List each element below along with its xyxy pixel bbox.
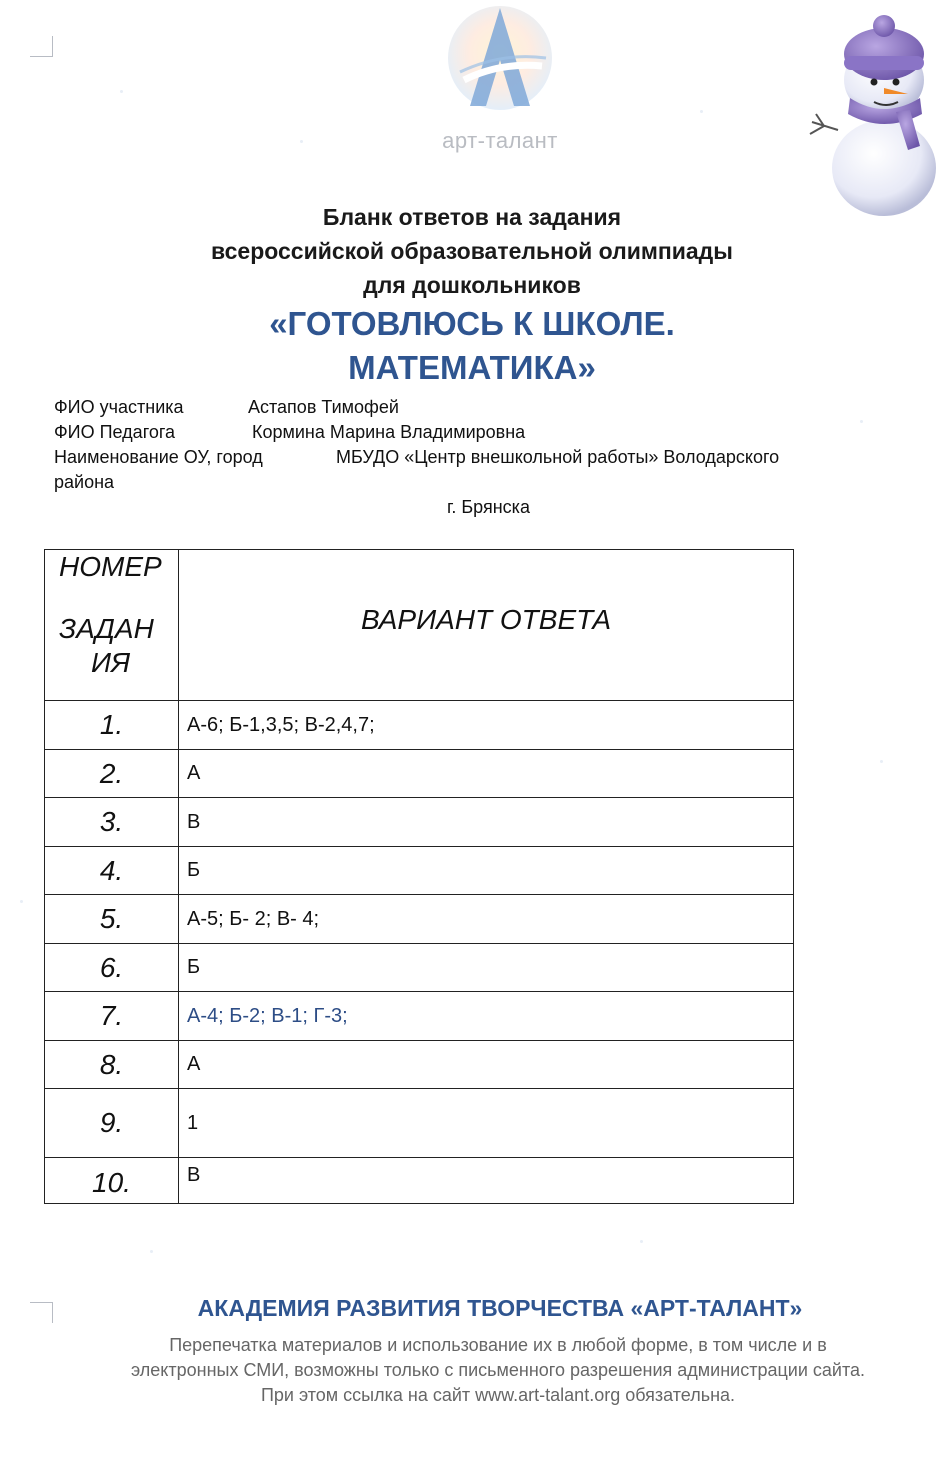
footer-line-3: При этом ссылка на сайт www.art-talant.org обязательна. <box>260 1385 736 1405</box>
answer-cell: А-6; Б-1,3,5; В-2,4,7; <box>179 701 794 750</box>
participant-info <box>54 395 914 525</box>
task-number-cell: 9. <box>45 1089 179 1158</box>
background-dot <box>120 90 123 93</box>
table-row <box>45 895 794 944</box>
art-talant-logo-icon <box>430 2 570 127</box>
table-row <box>45 798 794 847</box>
participant-value: Астапов Тимофей <box>248 397 399 417</box>
background-dot <box>20 900 23 903</box>
footer-line-1: Перепечатка материалов и использование их в любой форме, в том числе и в <box>169 1335 827 1355</box>
answer-cell: 1 <box>179 1089 794 1158</box>
title-line-2: всероссийской образовательной олимпиады <box>211 238 733 264</box>
task-number-cell: 10. <box>45 1158 179 1204</box>
answer-cell: Б <box>179 847 794 895</box>
task-number-cell: 2. <box>45 750 179 798</box>
olympiad-name-line-1: «ГОТОВЛЮСЬ К ШКОЛЕ. <box>269 305 675 342</box>
task-number-cell: 1. <box>45 701 179 750</box>
task-number-cell: 5. <box>45 895 179 944</box>
teacher-value: Кормина Марина Владимировна <box>252 422 526 442</box>
header-task-number <box>45 550 179 701</box>
table-row <box>45 1041 794 1089</box>
table-row <box>45 944 794 992</box>
table-row <box>45 750 794 798</box>
header-answer: ВАРИАНТ ОТВЕТА <box>179 550 794 701</box>
table-row <box>45 992 794 1041</box>
school-label: Наименование ОУ, город <box>54 447 263 467</box>
answer-cell: Б <box>179 944 794 992</box>
background-dot <box>300 140 303 143</box>
participant-label: ФИО участника <box>54 397 184 417</box>
answer-cell: А <box>179 750 794 798</box>
table-row <box>45 1158 794 1204</box>
title-line-3: для дошкольников <box>363 272 581 298</box>
header-num-line-2: ЗАДАН <box>59 613 154 644</box>
snowman-decoration <box>804 10 944 220</box>
background-dot <box>880 760 883 763</box>
background-dot <box>640 1240 643 1243</box>
task-number-cell: 7. <box>45 992 179 1041</box>
header-num-line-1: НОМЕР <box>59 551 162 582</box>
table-row <box>45 1089 794 1158</box>
answer-cell: А-5; Б- 2; В- 4; <box>179 895 794 944</box>
table-row <box>45 701 794 750</box>
answers-table <box>44 549 794 1204</box>
table-header-row <box>45 550 794 701</box>
school-value-continued: района <box>54 472 115 492</box>
city-value: г. Брянска <box>447 497 530 517</box>
document-title <box>0 200 944 390</box>
table-row <box>45 847 794 895</box>
footer-academy-title: АКАДЕМИЯ РАЗВИТИЯ ТВОРЧЕСТВА «АРТ-ТАЛАНТ» <box>197 1295 803 1321</box>
answer-cell: А-4; Б-2; В-1; Г-3; <box>179 992 794 1041</box>
logo-text: арт-талант <box>442 128 558 153</box>
title-line-1: Бланк ответов на задания <box>322 204 622 230</box>
answer-cell: А <box>179 1041 794 1089</box>
art-talant-logo <box>430 2 570 162</box>
header-num-line-3: ИЯ <box>91 647 131 678</box>
teacher-label: ФИО Педагога <box>54 422 176 442</box>
answer-cell: В <box>179 1158 794 1204</box>
background-dot <box>150 1250 153 1253</box>
task-number-cell: 3. <box>45 798 179 847</box>
answer-cell: В <box>179 798 794 847</box>
school-value: МБУДО «Центр внешкольной работы» Володарского <box>336 447 780 467</box>
footer-line-2: электронных СМИ, возможны только с письменного разрешения администрации сайта. <box>130 1360 866 1380</box>
task-number-cell: 4. <box>45 847 179 895</box>
corner-crop-mark <box>30 36 53 57</box>
olympiad-name-line-2: МАТЕМАТИКА» <box>348 349 596 386</box>
task-number-cell: 8. <box>45 1041 179 1089</box>
snowman-icon <box>804 10 944 220</box>
footer-copyright-notice <box>0 1333 944 1408</box>
task-number-cell: 6. <box>45 944 179 992</box>
background-dot <box>700 110 703 113</box>
